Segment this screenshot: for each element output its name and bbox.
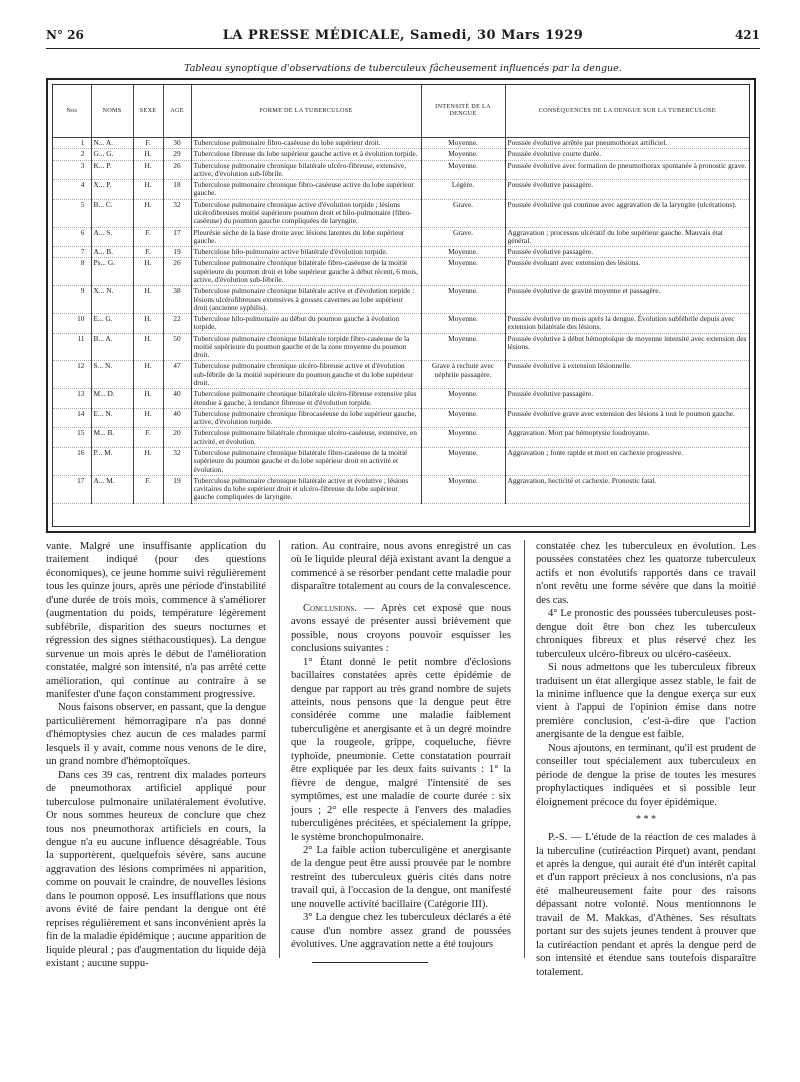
- cell-sex: F.: [133, 138, 163, 149]
- cell-consequences: Poussée évolutive un mois après la dengue. Évolution subfébrile depuis avec extension bilatérale des lésions.: [505, 314, 749, 334]
- paragraph: Nous faisons observer, en passant, que la dengue particulièrement hémorragipare n'a pas donné d'hémoptysies chez aucun de ces malades parmi lesquels il y avait, comme nous venons de le dire, un grand nombre d'hémoptoïques.: [46, 702, 266, 768]
- cell-form: Tuberculose pulmonaire chronique bilatérale ulcéro-fibreuse, extensive, active, d'évolution sub-fébrile.: [191, 160, 421, 180]
- table-row: [53, 199, 749, 227]
- cell-intensity: Moyenne.: [421, 247, 505, 258]
- cell-name: X... P.: [91, 180, 133, 200]
- cell-sex: H.: [133, 258, 163, 286]
- cell-sex: F.: [133, 247, 163, 258]
- header-form: FORME DE LA TUBERCULOSE: [191, 85, 421, 138]
- table-body: [53, 138, 749, 504]
- conclusions-label: Conclusions.: [303, 602, 358, 614]
- cell-form: Tuberculose hilo-pulmonaire au début du poumon gauche à évolution torpide.: [191, 314, 421, 334]
- asterism: * * *: [636, 814, 656, 826]
- cell-consequences: Aggravation, hecticité et cachexie. Pronostic fatal.: [505, 475, 749, 503]
- cell-name: B... C.: [91, 199, 133, 227]
- table-row: [53, 258, 749, 286]
- header-age: AGE: [163, 85, 191, 138]
- cell-name: G... G.: [91, 149, 133, 160]
- header-sex: SEXE: [133, 85, 163, 138]
- cell-name: Ps... G.: [91, 258, 133, 286]
- cell-name: S... N.: [91, 361, 133, 389]
- cell-intensity: Moyenne.: [421, 314, 505, 334]
- cell-num: 14: [53, 408, 91, 428]
- table-row: [53, 389, 749, 409]
- cell-age: 38: [163, 286, 191, 314]
- paragraph: constatée chez les tuberculeux en évolution. Les poussées constatées chez les quatorze tuberculeux actifs et non évolutifs rapportés dans ce travail n'ont revêtu une forme sévère que dans la moitié des cas.: [536, 541, 756, 606]
- cell-age: 29: [163, 149, 191, 160]
- cell-name: E... N.: [91, 408, 133, 428]
- cell-age: 32: [163, 448, 191, 476]
- paragraph: 3° La dengue chez les tuberculeux déclarés a été cause d'un nombre assez grand de poussées évolutives. Une aggravation nette a été toujours: [291, 912, 511, 951]
- cell-consequences: Aggravation. Mort par hémoptysie foudroyante.: [505, 428, 749, 448]
- cell-age: 30: [163, 138, 191, 149]
- cell-intensity: Grave.: [421, 227, 505, 247]
- cell-name: M... D.: [91, 389, 133, 409]
- cell-name: P... M.: [91, 448, 133, 476]
- header-num: Nos: [53, 85, 91, 138]
- cell-sex: H.: [133, 389, 163, 409]
- cell-name: E... G.: [91, 314, 133, 334]
- cell-form: Tuberculose pulmonaire chronique bilatérale active et évolutive ; lésions cavitaires du lobe supérieur droit et ulcéro-fibreuse du lobe supérieur gauche compliquées de laryngite.: [191, 475, 421, 503]
- cell-name: B... A.: [91, 333, 133, 361]
- cell-intensity: Moyenne.: [421, 149, 505, 160]
- cell-consequences: Poussée évolutive à début hémoptoïque de moyenne intensité avec extension des lésions.: [505, 333, 749, 361]
- cell-age: 20: [163, 428, 191, 448]
- observations-table: [53, 85, 749, 504]
- header-names: NOMS: [91, 85, 133, 138]
- cell-intensity: Moyenne.: [421, 448, 505, 476]
- cell-age: 22: [163, 314, 191, 334]
- column-divider: [524, 540, 525, 958]
- paragraph: Si nous admettons que les tuberculeux fibreux traduisent un état allergique assez stable, le fait de la minime influence que la dengue exerça sur eux vient à l'appui de l'opinion émise dans notre première conclusion, c'est-à-dire que l'action anergisante de la dengue est faible.: [536, 662, 756, 741]
- postscript-paragraph: P.-S. — L'étude de la réaction de ces malades à la tuberculine (cutiréaction Pirquet) avant, pendant et après la dengue, qui aurait été d'un intérêt capital et d'un rapport précieux à nos conclusions, n'a pas été malheureusement faite pour des raisons dépassant notre volonté. Nous mentionnons le travail de M. Makkas, d'Athènes. Ses résultats portant sur des sujets jeunes tendent à prouver que la cutiréaction pendant et après la dengue perd de son intensité et étendue sans toutefois disparaître totalement.: [536, 832, 756, 978]
- cell-name: K... P.: [91, 160, 133, 180]
- page-number: 421: [734, 28, 760, 42]
- cell-intensity: Moyenne.: [421, 258, 505, 286]
- cell-age: 47: [163, 361, 191, 389]
- cell-num: 17: [53, 475, 91, 503]
- cell-sex: H.: [133, 199, 163, 227]
- cell-intensity: Moyenne.: [421, 333, 505, 361]
- cell-form: Tuberculose pulmonaire chronique bilatérale torpide fibro-caséeuse de la moitié supérieure du poumon gauche et de la zone moyenne du poumon droit.: [191, 333, 421, 361]
- cell-consequences: Aggravation ; processus ulcératif du lobe supérieur gauche. Mauvais état général.: [505, 227, 749, 247]
- column-1: [46, 540, 266, 971]
- cell-sex: H.: [133, 333, 163, 361]
- cell-age: 17: [163, 227, 191, 247]
- cell-sex: H.: [133, 149, 163, 160]
- cell-age: 19: [163, 475, 191, 503]
- cell-intensity: Grave.: [421, 199, 505, 227]
- cell-form: Tuberculose pulmonaire chronique fibrocaséeuse du lobe supérieur gauche, active, d'évolution torpide.: [191, 408, 421, 428]
- paragraph: 2° La faible action tuberculigène et anergisante de la dengue peut être aussi prouvée par le nombre restreint des tuberculeux guéris cités dans notre travail qui, à l'occasion de la dengue, ont manifesté une nouvelle activité bacillaire (Catégorie III).: [291, 844, 511, 910]
- cell-name: A... B.: [91, 247, 133, 258]
- header-intensity: INTENSITÉ DE LA DENGUE: [421, 85, 505, 138]
- cell-num: 15: [53, 428, 91, 448]
- cell-form: Tuberculose pulmonaire chronique active d'évolution torpide ; lésions ulcérofibreuses moitié supérieure poumon droit et hilo-pulmonaire (fibro-caséeuse) du poumon gauche compliquées de laryngite.: [191, 199, 421, 227]
- cell-num: 11: [53, 333, 91, 361]
- cell-num: 8: [53, 258, 91, 286]
- table-header-row: [53, 85, 749, 138]
- cell-num: 9: [53, 286, 91, 314]
- table-row: [53, 333, 749, 361]
- cell-intensity: Moyenne.: [421, 428, 505, 448]
- article-columns: [46, 540, 756, 978]
- table-row: [53, 408, 749, 428]
- cell-form: Pleurésie sèche de la base droite avec lésions latentes du lobe supérieur gauche.: [191, 227, 421, 247]
- column-2: [291, 540, 511, 952]
- paragraph: Dans ces 39 cas, rentrent dix malades porteurs de pneumothorax artificiel appliqué pour tuberculose pulmonaire unilatéralement évolutive. Or nous sommes heureux de conclure que chez tous nos pneumothorax artificiels en cours, la dengue n'a eu aucune influence désagréable. Tous la supportèrent, quelquefois sévère, sans aucune aggravation des lésions comprimées ni apparition, comme on pouvait le craindre, de nouvelles lésions dans le poumon opposé. Les insufflations que nous avons évité de faire pendant la dengue ont été reprises régulièrement et sans inconvénient après la fin de la maladie épidémique ; aucune apparition de liquide pleural ; pas d'augmentation du liquide déjà existant ; aucune suppu-: [46, 769, 266, 970]
- cell-num: 13: [53, 389, 91, 409]
- cell-name: N... A.: [91, 138, 133, 149]
- header-rule: [46, 48, 760, 49]
- cell-intensity: Grave à rechute avec néphrite passagère.: [421, 361, 505, 389]
- cell-age: 18: [163, 180, 191, 200]
- cell-num: 10: [53, 314, 91, 334]
- paragraph: 1° Étant donné le petit nombre d'éclosions bacillaires constatées après cette épidémie de dengue par rapport au très grand nombre de sujets atteints, nous pensons que la dengue peut être considérée comme une maladie faiblement tuberculigène et anergisante et à un degré moindre que la rougeole, grippe, coqueluche, fièvre typhoïde, pneumonie. Cette constatation pourrait être expliquée par les deux faits suivants : 1° la fièvre de dengue, malgré l'intensité de ses symptômes, est une maladie de courte durée : six jours ; 2° elle respecte à l'envers des maladies tuberculigènes précitées, et spécialement la grippe, le système bronchopulmonaire.: [291, 656, 511, 843]
- table-row: [53, 149, 749, 160]
- table-row: [53, 227, 749, 247]
- paragraph: ration. Au contraire, nous avons enregistré un cas où le liquide pleural déjà existant avant la dengue a commencé à se résorber pendant cette maladie pour disparaître totalement au cours de la convalescence.: [291, 541, 511, 593]
- table-row: [53, 475, 749, 503]
- page-header: [46, 28, 760, 48]
- cell-name: A... S.: [91, 227, 133, 247]
- cell-name: M... B.: [91, 428, 133, 448]
- cell-intensity: Moyenne.: [421, 160, 505, 180]
- cell-consequences: Aggravation ; fonte rapide et mort en cachexie progressive.: [505, 448, 749, 476]
- cell-intensity: Légère.: [421, 180, 505, 200]
- paragraph: 4° Le pronostic des poussées tuberculeuses post-dengue doit être bon chez les tuberculeux chroniques fibreux et plus réservé chez les tuberculeux ulcéro-fibreux ou ulcéro-caséeux.: [536, 608, 756, 660]
- cell-consequences: Poussée évolutive passagère.: [505, 389, 749, 409]
- column-3: [536, 540, 756, 979]
- cell-consequences: Poussée évolutive passagère.: [505, 180, 749, 200]
- table-row: [53, 428, 749, 448]
- end-rule: [312, 962, 428, 963]
- table-row: [53, 361, 749, 389]
- paragraph: vante. Malgré une insuffisante application du traitement indiqué (pour des questions économiques), ce jeune homme suivi régulièrement tous les quinze jours, après une période d'instabilité d'une durée de trois mois, commence à s'améliorer (augmentation du poids, température légèrement subfébrile, disparition des sueurs nocturnes et régression des signes stéthacoustiques). La dengue survenue un mois après le début de l'amélioration constatée, malgré son intensité, n'a pas arrêté cette amélioration, qui continue au contraire à se manifester d'une façon constamment progressive.: [46, 541, 266, 700]
- cell-num: 3: [53, 160, 91, 180]
- cell-form: Tuberculose pulmonaire fibro-caséeuse du lobe supérieur droit.: [191, 138, 421, 149]
- cell-intensity: Moyenne.: [421, 475, 505, 503]
- table-row: [53, 286, 749, 314]
- cell-name: X... N.: [91, 286, 133, 314]
- cell-consequences: Poussée évolutive à extension lésionnelle.: [505, 361, 749, 389]
- cell-num: 6: [53, 227, 91, 247]
- cell-consequences: Poussée évolutive qui continue avec aggravation de la laryngite (ulcérations).: [505, 199, 749, 227]
- cell-age: 26: [163, 160, 191, 180]
- cell-age: 19: [163, 247, 191, 258]
- column-divider: [279, 540, 280, 958]
- table-row: [53, 314, 749, 334]
- cell-form: Tuberculose pulmonaire chronique bilatérale active et d'évolution torpide : lésions ulcérofibreuses extensives à grosses cavernes au lobe supérieur droit (ancienne syphilis).: [191, 286, 421, 314]
- cell-sex: F.: [133, 475, 163, 503]
- cell-num: 2: [53, 149, 91, 160]
- cell-intensity: Moyenne.: [421, 408, 505, 428]
- cell-intensity: Moyenne.: [421, 389, 505, 409]
- cell-sex: H.: [133, 361, 163, 389]
- cell-num: 1: [53, 138, 91, 149]
- table-caption: Tableau synoptique d'observations de tuberculeux fâcheusement influencés par la dengue.: [184, 63, 622, 74]
- header-consequences: CONSÉQUENCES DE LA DENGUE SUR LA TUBERCULOSE: [505, 85, 749, 138]
- cell-consequences: Poussée évolutive de gravité moyenne et passagère.: [505, 286, 749, 314]
- issue-number: N° 26: [46, 28, 84, 42]
- cell-age: 40: [163, 389, 191, 409]
- cell-consequences: Poussée évoluant avec extension des lésions.: [505, 258, 749, 286]
- cell-age: 32: [163, 199, 191, 227]
- cell-sex: H.: [133, 408, 163, 428]
- table-row: [53, 180, 749, 200]
- cell-form: Tuberculose pulmonaire chronique bilatérale fibro-caséeuse de la moitié supérieure du poumon gauche et du lobe supérieur droit en activité et évolution.: [191, 448, 421, 476]
- table-row: [53, 160, 749, 180]
- table-row: [53, 247, 749, 258]
- cell-form: Tuberculose pulmonaire chronique fibro-caséeuse active du lobe supérieur gauche.: [191, 180, 421, 200]
- cell-consequences: Poussée évolutive arrêtée par pneumothorax artificiel.: [505, 138, 749, 149]
- cell-form: Tuberculose pulmonaire bilatérale chronique ulcéro-caséeuse, extensive, en activité, et évolution.: [191, 428, 421, 448]
- table-row: [53, 448, 749, 476]
- journal-title: LA PRESSE MÉDICALE, Samedi, 30 Mars 1929: [222, 28, 584, 43]
- cell-sex: F.: [133, 428, 163, 448]
- cell-sex: H.: [133, 314, 163, 334]
- cell-form: Tuberculose pulmonaire chronique bilatérale fibro-caséeuse de la moitié supérieure du poumon droit et lobe supérieur gauche à début récent, 6 mois, active, d'évolution sub-fébrile.: [191, 258, 421, 286]
- cell-num: 16: [53, 448, 91, 476]
- conclusions-paragraph: [291, 602, 511, 656]
- cell-consequences: Poussée évolutive courte durée.: [505, 149, 749, 160]
- table-row: [53, 138, 749, 149]
- cell-sex: H.: [133, 160, 163, 180]
- cell-intensity: Moyenne.: [421, 138, 505, 149]
- cell-sex: H.: [133, 286, 163, 314]
- conclusions-text: — Après cet exposé que nous avons essayé de présenter aussi brièvement que possible, nous croyons pouvoir esquisser les conclusions suivantes :: [291, 602, 511, 655]
- cell-consequences: Poussée évolutive grave avec extension des lésions à tout le poumon gauche.: [505, 408, 749, 428]
- cell-num: 5: [53, 199, 91, 227]
- cell-form: Tuberculose pulmonaire chronique bilatérale ulcéro-fibreuse extensive plus étendue à gauche, à tendance fibreuse et d'évolution torpide.: [191, 389, 421, 409]
- cell-sex: H.: [133, 180, 163, 200]
- cell-age: 50: [163, 333, 191, 361]
- cell-intensity: Moyenne.: [421, 286, 505, 314]
- cell-sex: H.: [133, 448, 163, 476]
- cell-age: 40: [163, 408, 191, 428]
- observations-table-frame: [46, 78, 756, 533]
- cell-form: Tuberculose fibreuse du lobe supérieur gauche active et à évolution torpide.: [191, 149, 421, 160]
- cell-consequences: Poussée évolutive avec formation de pneumothorax spontanée à pronostic grave.: [505, 160, 749, 180]
- cell-num: 7: [53, 247, 91, 258]
- cell-form: Tuberculose pulmonaire chronique ulcéro-fibreuse active et d'évolution sub-fébrile de la moitié supérieure du poumon gauche et du lobe supérieur droit.: [191, 361, 421, 389]
- paragraph: Nous ajoutons, en terminant, qu'il est prudent de conseiller tout spécialement aux tuberculeux en période de dengue la prise de toutes les mesures prophylactiques indiquées et si possible leur éloignement précoce du foyer épidémique.: [536, 742, 756, 808]
- cell-num: 4: [53, 180, 91, 200]
- cell-consequences: Poussée évolutive passagère.: [505, 247, 749, 258]
- cell-age: 26: [163, 258, 191, 286]
- cell-sex: F.: [133, 227, 163, 247]
- cell-num: 12: [53, 361, 91, 389]
- cell-name: A... M.: [91, 475, 133, 503]
- cell-form: Tuberculose hilo-pulmonaire active bilatérale d'évolution torpide.: [191, 247, 421, 258]
